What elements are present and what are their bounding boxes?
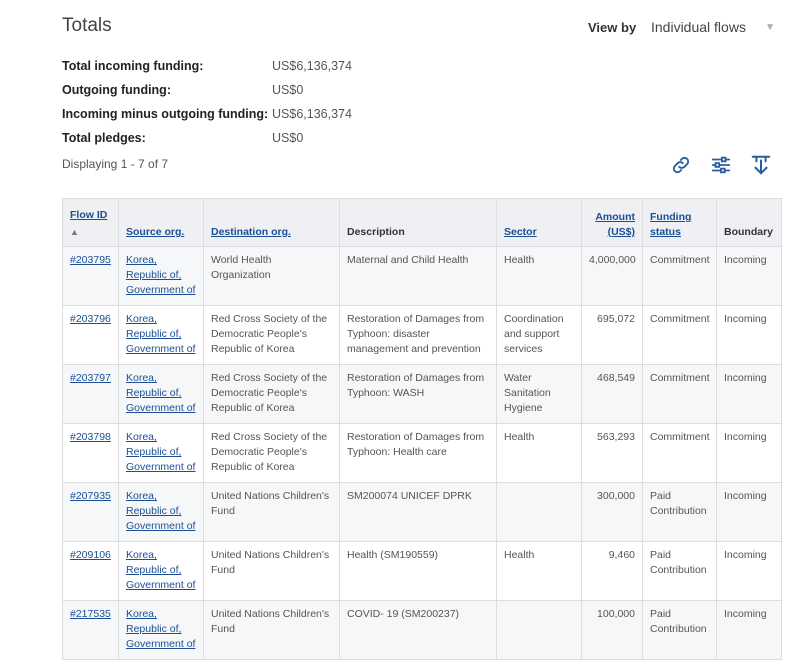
destination-cell: Red Cross Society of the Democratic People's Republic of Korea [204, 306, 340, 365]
amount-cell: 300,000 [582, 483, 643, 542]
col-boundary: Boundary [717, 199, 782, 247]
status-cell: Commitment [643, 306, 717, 365]
table-toolbar [668, 152, 774, 178]
source-link[interactable]: Korea, Republic of, Government of [126, 313, 196, 355]
col-sector[interactable] [497, 199, 582, 247]
col-description: Description [340, 199, 497, 247]
source-link[interactable]: Korea, Republic of, Government of [126, 549, 196, 591]
source-cell [119, 247, 204, 306]
table-row [63, 483, 782, 542]
boundary-cell: Incoming [717, 542, 782, 601]
filter-icon[interactable] [708, 152, 734, 178]
status-cell: Paid Contribution [643, 542, 717, 601]
sector-cell [497, 601, 582, 660]
view-by-label: View by [588, 20, 637, 35]
description-cell: Health (SM190559) [340, 542, 497, 601]
summary-row [62, 54, 462, 78]
description-cell: Maternal and Child Health [340, 247, 497, 306]
flow-id-cell [63, 542, 119, 601]
flow-id-sort-link[interactable]: Flow ID [70, 209, 108, 221]
chevron-down-icon: ▼ [765, 21, 775, 33]
summary-label: Incoming minus outgoing funding: [62, 107, 269, 121]
description-cell: SM200074 UNICEF DPRK [340, 483, 497, 542]
table-row [63, 365, 782, 424]
flows-table [62, 198, 782, 660]
table-row [63, 424, 782, 483]
source-cell [119, 424, 204, 483]
summary-value: US$6,136,374 [272, 59, 352, 73]
source-link[interactable]: Korea, Republic of, Government of [126, 431, 196, 473]
amount-sort-link[interactable]: Amount (US$) [595, 211, 635, 238]
flow-id-cell [63, 365, 119, 424]
status-cell: Paid Contribution [643, 601, 717, 660]
summary-row [62, 102, 462, 126]
destination-sort-link[interactable]: Destination org. [211, 226, 291, 238]
funding-summary [62, 54, 462, 150]
amount-cell: 695,072 [582, 306, 643, 365]
table-row [63, 306, 782, 365]
sector-sort-link[interactable]: Sector [504, 226, 537, 238]
source-link[interactable]: Korea, Republic of, Government of [126, 490, 196, 532]
source-cell [119, 601, 204, 660]
summary-row [62, 126, 462, 150]
sector-cell: Health [497, 247, 582, 306]
view-by-value: Individual flows [651, 19, 746, 35]
boundary-cell: Incoming [717, 247, 782, 306]
amount-cell: 100,000 [582, 601, 643, 660]
amount-cell: 9,460 [582, 542, 643, 601]
source-cell [119, 483, 204, 542]
source-sort-link[interactable]: Source org. [126, 226, 185, 238]
flow-id-cell [63, 306, 119, 365]
status-cell: Commitment [643, 424, 717, 483]
flow-id-link[interactable]: #209106 [70, 549, 111, 561]
boundary-cell: Incoming [717, 424, 782, 483]
amount-cell: 563,293 [582, 424, 643, 483]
flow-id-link[interactable]: #207935 [70, 490, 111, 502]
download-icon[interactable] [748, 152, 774, 178]
sector-cell: Coordination and support services [497, 306, 582, 365]
boundary-cell: Incoming [717, 365, 782, 424]
source-cell [119, 542, 204, 601]
table-row [63, 247, 782, 306]
flow-id-link[interactable]: #203795 [70, 254, 111, 266]
table-row [63, 601, 782, 660]
page-title: Totals [62, 15, 112, 36]
flow-id-link[interactable]: #203797 [70, 372, 111, 384]
destination-cell: Red Cross Society of the Democratic People's Republic of Korea [204, 365, 340, 424]
flow-id-cell [63, 424, 119, 483]
summary-label: Total incoming funding: [62, 59, 204, 73]
link-icon[interactable] [668, 152, 694, 178]
col-source[interactable] [119, 199, 204, 247]
source-cell [119, 306, 204, 365]
amount-cell: 4,000,000 [582, 247, 643, 306]
flow-id-cell [63, 601, 119, 660]
summary-label: Outgoing funding: [62, 83, 171, 97]
status-cell: Paid Contribution [643, 483, 717, 542]
sort-ascending-icon: ▲ [70, 227, 79, 237]
sector-cell: Health [497, 542, 582, 601]
sector-cell [497, 483, 582, 542]
sector-cell: Water Sanitation Hygiene [497, 365, 582, 424]
source-link[interactable]: Korea, Republic of, Government of [126, 372, 196, 414]
summary-value: US$0 [272, 131, 304, 145]
description-cell: COVID- 19 (SM200237) [340, 601, 497, 660]
summary-value: US$0 [272, 83, 304, 97]
sector-cell: Health [497, 424, 582, 483]
results-count: Displaying 1 - 7 of 7 [62, 157, 169, 171]
flow-id-cell [63, 483, 119, 542]
source-link[interactable]: Korea, Republic of, Government of [126, 608, 196, 650]
col-amount[interactable] [582, 199, 643, 247]
col-destination[interactable] [204, 199, 340, 247]
source-link[interactable]: Korea, Republic of, Government of [126, 254, 196, 296]
description-cell: Restoration of Damages from Typhoon: Health care [340, 424, 497, 483]
description-cell: Restoration of Damages from Typhoon: disaster management and prevention [340, 306, 497, 365]
summary-row [62, 78, 462, 102]
flow-id-link[interactable]: #217535 [70, 608, 111, 620]
status-cell: Commitment [643, 365, 717, 424]
table-row [63, 542, 782, 601]
flow-id-link[interactable]: #203796 [70, 313, 111, 325]
flow-id-cell [63, 247, 119, 306]
summary-value: US$6,136,374 [272, 107, 352, 121]
status-sort-link[interactable]: Funding status [650, 211, 692, 238]
source-cell [119, 365, 204, 424]
view-by-dropdown[interactable] [643, 14, 783, 40]
boundary-cell: Incoming [717, 601, 782, 660]
description-cell: Restoration of Damages from Typhoon: WASH [340, 365, 497, 424]
boundary-cell: Incoming [717, 483, 782, 542]
destination-cell: United Nations Children's Fund [204, 483, 340, 542]
amount-cell: 468,549 [582, 365, 643, 424]
col-status[interactable] [643, 199, 717, 247]
destination-cell: United Nations Children's Fund [204, 542, 340, 601]
col-flow-id[interactable] [63, 199, 119, 247]
flow-id-link[interactable]: #203798 [70, 431, 111, 443]
destination-cell: Red Cross Society of the Democratic People's Republic of Korea [204, 424, 340, 483]
table-header-row [63, 199, 782, 247]
status-cell: Commitment [643, 247, 717, 306]
destination-cell: World Health Organization [204, 247, 340, 306]
boundary-cell: Incoming [717, 306, 782, 365]
summary-label: Total pledges: [62, 131, 146, 145]
destination-cell: United Nations Children's Fund [204, 601, 340, 660]
